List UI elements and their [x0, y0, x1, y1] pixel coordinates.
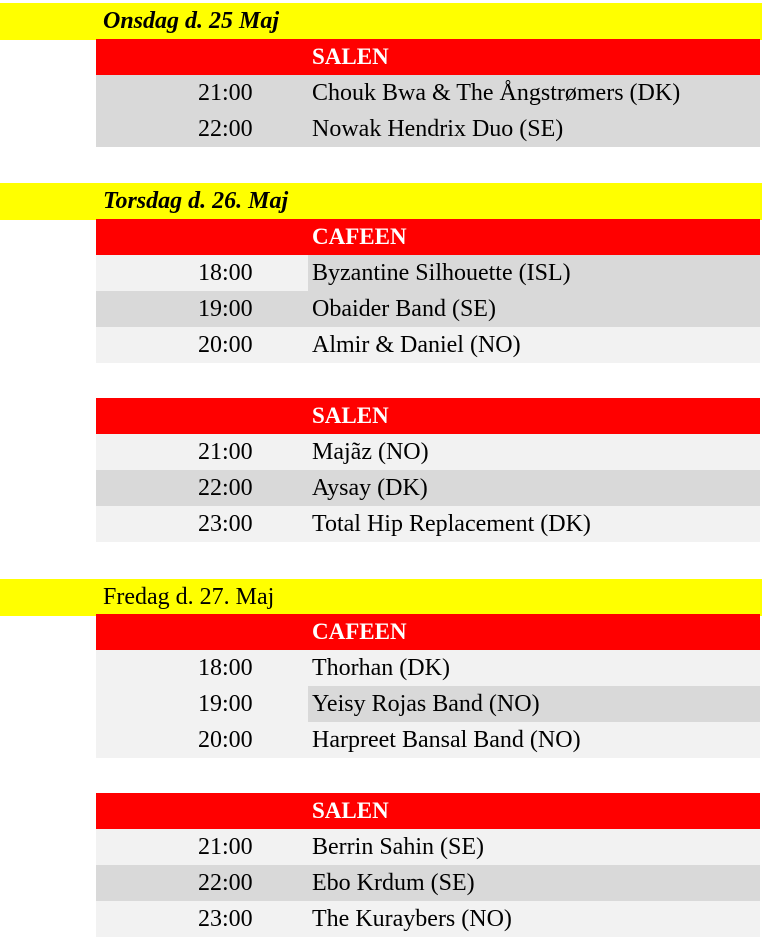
time-cell: 23:00 — [198, 906, 253, 932]
band-cell: Majãz (NO) — [312, 439, 429, 465]
day-header: Onsdag d. 25 Maj — [0, 3, 762, 40]
table-row — [96, 506, 760, 542]
band-cell: Harpreet Bansal Band (NO) — [312, 727, 581, 753]
table-row — [96, 829, 760, 865]
band-cell: Total Hip Replacement (DK) — [312, 511, 591, 537]
band-cell: Thorhan (DK) — [312, 655, 450, 681]
table-row — [96, 686, 760, 722]
band-cell: Ebo Krdum (SE) — [312, 870, 475, 896]
venue-header: SALEN — [96, 39, 760, 75]
time-cell: 21:00 — [198, 834, 253, 860]
table-row — [96, 650, 760, 686]
time-cell: 22:00 — [198, 116, 253, 142]
time-cell: 23:00 — [198, 511, 253, 537]
band-cell: Chouk Bwa & The Ångstrømers (DK) — [312, 80, 681, 106]
table-row — [96, 255, 760, 291]
venue-header: SALEN — [96, 398, 760, 434]
table-row — [96, 865, 760, 901]
table-row — [96, 75, 760, 111]
day-header: Torsdag d. 26. Maj — [0, 183, 762, 220]
venue-header: CAFEEN — [96, 219, 760, 255]
band-cell: Obaider Band (SE) — [312, 296, 496, 322]
time-cell: 20:00 — [198, 332, 253, 358]
table-row — [96, 434, 760, 470]
table-row — [96, 901, 760, 937]
table-row — [96, 327, 760, 363]
band-cell: Yeisy Rojas Band (NO) — [312, 691, 540, 717]
time-cell: 21:00 — [198, 439, 253, 465]
table-row — [96, 111, 760, 147]
time-cell: 21:00 — [198, 80, 253, 106]
time-cell: 22:00 — [198, 870, 253, 896]
band-cell: Byzantine Silhouette (ISL) — [312, 260, 571, 286]
band-cell: The Kuraybers (NO) — [312, 906, 512, 932]
time-cell: 18:00 — [198, 260, 253, 286]
day-header: Fredag d. 27. Maj — [0, 579, 762, 616]
table-row — [96, 470, 760, 506]
venue-header: SALEN — [96, 793, 760, 829]
band-cell: Nowak Hendrix Duo (SE) — [312, 116, 564, 142]
time-cell: 18:00 — [198, 655, 253, 681]
time-cell: 20:00 — [198, 727, 253, 753]
time-cell: 19:00 — [198, 691, 253, 717]
band-cell: Berrin Sahin (SE) — [312, 834, 484, 860]
table-row — [96, 722, 760, 758]
time-cell: 19:00 — [198, 296, 253, 322]
band-cell: Almir & Daniel (NO) — [312, 332, 521, 358]
time-cell: 22:00 — [198, 475, 253, 501]
venue-header: CAFEEN — [96, 614, 760, 650]
band-cell: Aysay (DK) — [312, 475, 428, 501]
table-row — [96, 291, 760, 327]
